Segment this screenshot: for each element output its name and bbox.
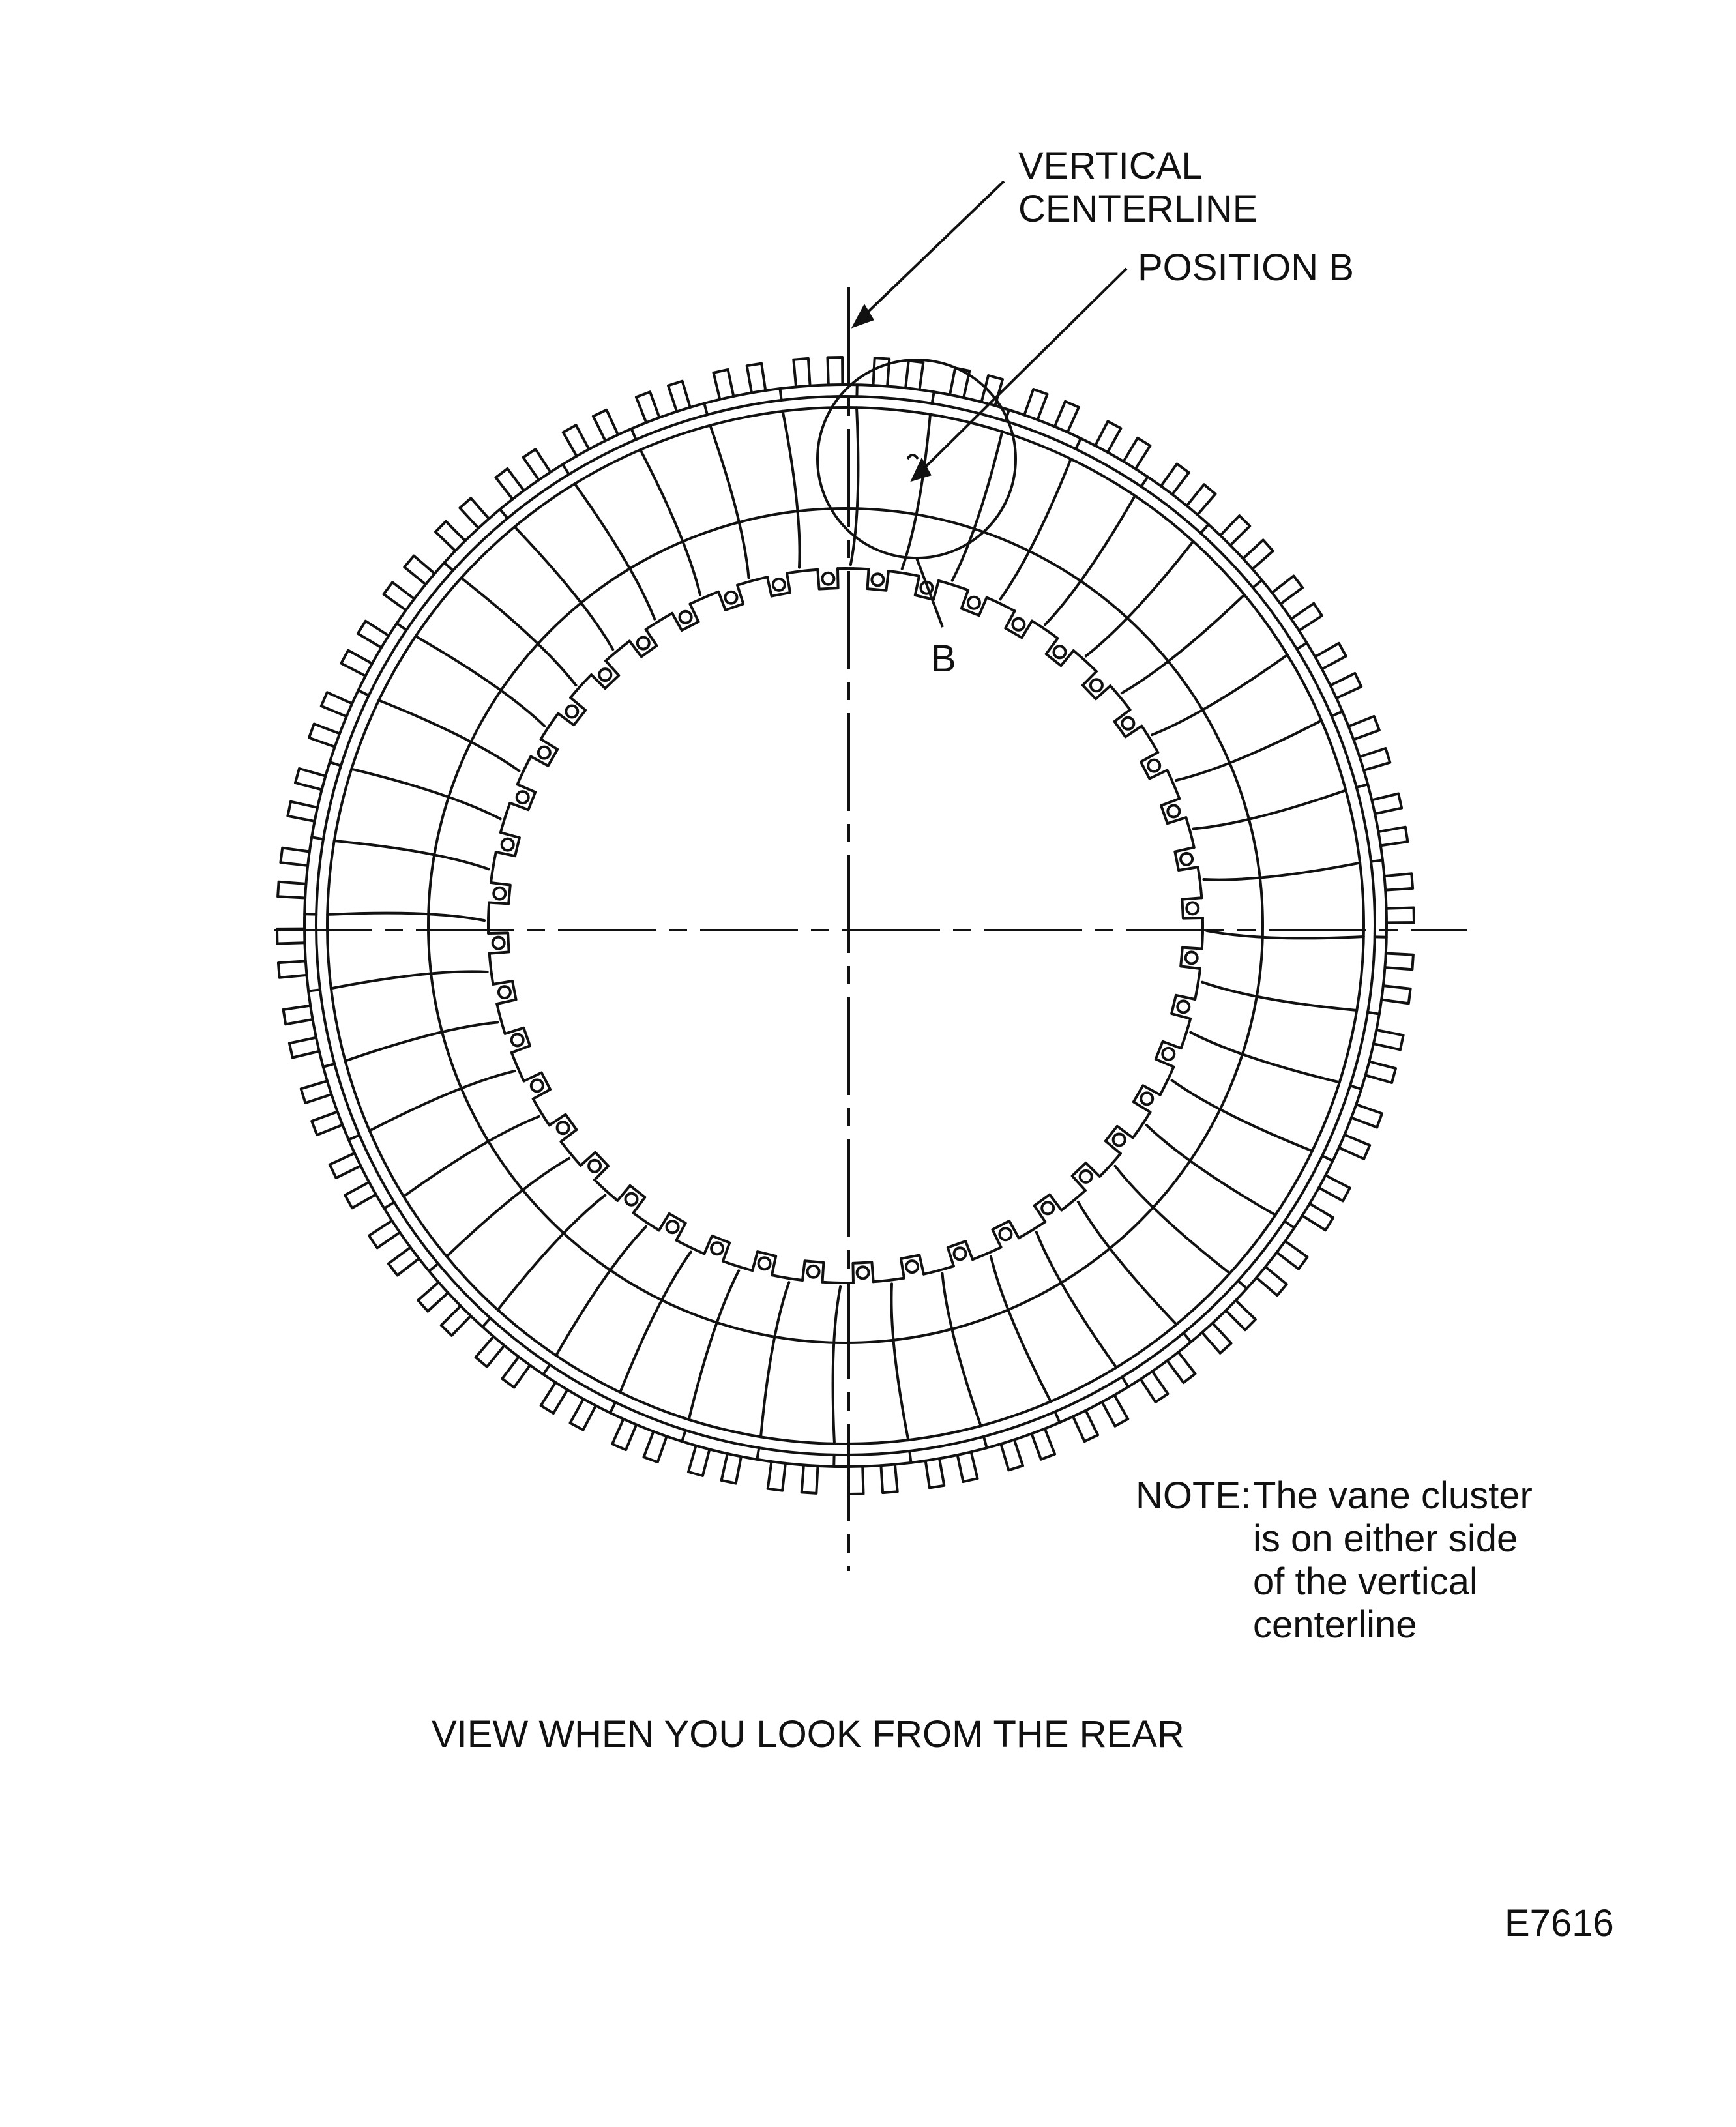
- inner-edge: [549, 714, 558, 726]
- bolt-hole: [667, 1221, 679, 1233]
- vane-divider: [498, 1196, 606, 1310]
- inner-edge: [1181, 1034, 1186, 1049]
- band-divider: [909, 1451, 911, 1463]
- bolt-hole: [1141, 1093, 1153, 1104]
- bolt-hole: [680, 611, 692, 623]
- inner-edge: [570, 1154, 581, 1166]
- inner-edge: [518, 1067, 524, 1081]
- vertical-centerline-label-line1: VERTICAL: [1018, 145, 1203, 187]
- inner-edge: [1186, 817, 1190, 832]
- bolt-hole: [1054, 646, 1066, 658]
- vane-divider: [620, 1252, 690, 1392]
- band-divider: [780, 389, 782, 400]
- bolt-hole: [502, 839, 514, 851]
- outer-tab: [688, 1446, 709, 1476]
- outer-tab: [1374, 1030, 1404, 1049]
- bolt-lug: [493, 981, 516, 1004]
- bolt-hole: [906, 1261, 918, 1272]
- outer-tab: [926, 1458, 945, 1488]
- band-divider: [1371, 860, 1383, 862]
- band-divider: [445, 563, 453, 570]
- band-divider: [984, 1437, 987, 1448]
- bolt-hole: [759, 1257, 771, 1269]
- outer-tab: [1378, 827, 1407, 846]
- centerlines: [274, 287, 1467, 1571]
- band-divider: [757, 1448, 759, 1460]
- inner-edge: [646, 1222, 659, 1231]
- outer-tab: [874, 358, 890, 386]
- band-divider: [1368, 1012, 1379, 1014]
- band-divider: [308, 990, 320, 991]
- outer-tab: [802, 1465, 818, 1493]
- vertical-centerline-leader: [868, 181, 1004, 312]
- inner-edge: [606, 651, 617, 661]
- bolt-lug: [550, 1115, 577, 1142]
- inner-edge: [677, 1240, 690, 1248]
- vane-divider: [891, 1284, 908, 1440]
- vane-divider: [1176, 720, 1321, 780]
- band-divider: [1184, 1333, 1192, 1342]
- vane-divider: [1202, 982, 1357, 1010]
- outer-tab: [1372, 794, 1402, 814]
- vane-divider: [851, 407, 859, 565]
- bolt-hole: [1186, 952, 1198, 963]
- vertical-centerline-label: [1018, 145, 1258, 231]
- bolt-lug: [1046, 638, 1074, 666]
- bolt-hole: [499, 986, 510, 998]
- bolt-hole: [1162, 1048, 1174, 1060]
- bolt-lug: [948, 1241, 973, 1266]
- vertical-centerline-label-line2: CENTERLINE: [1018, 188, 1258, 230]
- bolt-hole: [599, 669, 611, 681]
- bolt-lug: [1106, 1126, 1133, 1154]
- inner-edge: [617, 641, 630, 651]
- bolt-hole: [493, 937, 505, 949]
- inner-edge: [973, 1254, 987, 1259]
- outer-tab: [768, 1461, 786, 1490]
- vane-divider: [952, 432, 1003, 581]
- ring-outer-edge: [304, 385, 1387, 1467]
- inner-edge: [823, 1282, 838, 1283]
- inner-edge: [541, 726, 550, 739]
- inner-edge: [1190, 832, 1194, 847]
- band-divider: [610, 1402, 615, 1413]
- bolt-hole: [1148, 760, 1160, 772]
- band-divider: [482, 1318, 490, 1327]
- outer-tab: [1385, 954, 1413, 970]
- detail-b-leader: [917, 558, 943, 627]
- outer-tab: [1387, 908, 1414, 923]
- inner-edge: [501, 1019, 505, 1034]
- band-divider: [1350, 1085, 1361, 1089]
- bolt-hole: [512, 1034, 523, 1046]
- bolt-lug: [962, 590, 987, 615]
- outer-tab: [905, 360, 923, 389]
- vane-divider: [331, 971, 488, 988]
- bolt-lug: [1134, 1085, 1160, 1112]
- bolt-lug: [659, 1214, 686, 1240]
- ring-outer-band: [316, 396, 1375, 1455]
- bolt-lug: [704, 1236, 729, 1261]
- vane-divider: [1045, 496, 1135, 625]
- detail-b-label: B: [931, 638, 956, 680]
- inner-edge: [802, 570, 818, 571]
- inner-edge: [1110, 686, 1121, 697]
- inner-edge: [1061, 1201, 1074, 1210]
- band-divider: [1122, 1377, 1128, 1386]
- vane-divider: [1194, 790, 1346, 829]
- inner-edge: [690, 598, 705, 604]
- outer-tab: [714, 370, 734, 400]
- band-divider: [1141, 477, 1148, 487]
- inner-edge: [1133, 1125, 1142, 1137]
- vane-divider: [902, 415, 930, 569]
- position-b-label: POSITION B: [1138, 246, 1354, 289]
- vane-divider: [1190, 1033, 1340, 1083]
- inner-edge: [1198, 969, 1200, 984]
- inner-edge: [704, 592, 718, 598]
- bolt-hole: [954, 1248, 966, 1259]
- vane-divider: [351, 769, 501, 819]
- band-divider: [384, 1202, 394, 1208]
- bolt-lug: [993, 1221, 1019, 1247]
- vane-divider: [1115, 1166, 1230, 1274]
- bolt-lug: [1083, 671, 1110, 699]
- bolt-lug: [1035, 1195, 1062, 1222]
- inner-edge: [1074, 651, 1085, 661]
- inner-edge: [490, 954, 491, 969]
- inner-lugs: [488, 568, 1203, 1283]
- band-divider: [704, 403, 707, 415]
- inner-edge: [491, 867, 493, 883]
- bolt-hole: [517, 791, 529, 803]
- inner-edge: [512, 1053, 518, 1067]
- bolt-hole: [1181, 853, 1192, 865]
- inner-edge: [541, 1112, 550, 1125]
- band-divider: [1201, 525, 1209, 533]
- note-line-1: The vane cluster: [1253, 1474, 1533, 1517]
- bolt-lug: [524, 1073, 550, 1099]
- bolt-hole: [968, 597, 980, 609]
- vane-divider: [833, 1287, 841, 1444]
- vane-divider: [991, 1256, 1051, 1401]
- band-divider: [500, 509, 508, 518]
- band-divider: [1322, 1156, 1332, 1161]
- bolt-hole: [1080, 1171, 1092, 1182]
- bolt-hole: [822, 573, 834, 585]
- outer-tab: [278, 961, 307, 977]
- outer-tab: [722, 1454, 741, 1484]
- view-caption: VIEW WHEN YOU LOOK FROM THE REAR: [432, 1713, 1184, 1755]
- bolt-lug: [510, 784, 535, 810]
- bolt-lug: [1175, 847, 1198, 870]
- bolt-lug: [1005, 611, 1032, 638]
- bolt-lug: [505, 1028, 530, 1053]
- inner-edge: [659, 613, 672, 621]
- bolt-hole: [1091, 679, 1102, 691]
- note-line-2: is on either side: [1253, 1518, 1518, 1560]
- inner-edge: [1142, 1112, 1151, 1125]
- bolt-hole: [1042, 1202, 1053, 1214]
- outer-tab: [1366, 1062, 1396, 1083]
- outer-tab: [284, 1006, 313, 1025]
- outer-tab: [295, 769, 325, 789]
- note-text: [1253, 1474, 1533, 1647]
- inner-edge: [1110, 1154, 1121, 1166]
- inner-edge: [737, 581, 752, 585]
- bolt-lug: [581, 1152, 608, 1180]
- inner-edge: [634, 1213, 646, 1222]
- inner-edge: [1019, 1230, 1033, 1238]
- vane-divider: [334, 841, 489, 869]
- bolt-hole: [1122, 718, 1134, 729]
- inner-edge: [1121, 697, 1130, 710]
- inner-edge: [488, 903, 489, 918]
- vane-divider: [943, 1274, 981, 1426]
- inner-edge: [772, 1275, 787, 1278]
- bolt-lug: [531, 739, 557, 766]
- bolt-lug: [496, 832, 520, 856]
- bolt-lug: [591, 661, 619, 688]
- bolt-lug: [1141, 752, 1167, 778]
- band-divider: [543, 1365, 550, 1375]
- bolt-hole: [1012, 619, 1024, 630]
- outer-tab: [289, 1038, 319, 1058]
- bolt-hole: [626, 1194, 638, 1205]
- bolt-hole: [1177, 1001, 1189, 1012]
- vane-divider: [1000, 459, 1070, 599]
- band-divider: [349, 1135, 360, 1139]
- bolt-hole: [999, 1228, 1011, 1240]
- inner-edge: [1045, 629, 1057, 638]
- bolt-lug: [1171, 995, 1195, 1019]
- vane-divider: [462, 578, 576, 686]
- bolt-lug: [1156, 1042, 1181, 1067]
- band-divider: [1055, 1412, 1059, 1423]
- ring-outer-band-inner: [327, 407, 1364, 1444]
- inner-edge: [1195, 984, 1198, 999]
- bolt-lug: [672, 604, 698, 630]
- inner-edge: [570, 686, 581, 697]
- inner-edge: [787, 571, 802, 573]
- inner-edge: [595, 1180, 606, 1190]
- inner-edge: [1202, 933, 1203, 949]
- outer-tab: [828, 357, 843, 385]
- inner-edge: [787, 1278, 802, 1280]
- inner-edge: [987, 598, 1001, 604]
- inner-edge: [987, 1247, 1001, 1254]
- inner-edge: [493, 852, 495, 867]
- vane-divider: [346, 1023, 498, 1061]
- vane-divider: [710, 426, 748, 578]
- bolt-hole: [1113, 1134, 1125, 1146]
- inner-edge: [1074, 1190, 1085, 1201]
- bolt-lug: [752, 1252, 776, 1275]
- band-divider: [429, 1264, 438, 1272]
- bolt-hole: [531, 1079, 543, 1091]
- inner-edge: [561, 1141, 571, 1154]
- inner-edge: [1032, 1222, 1045, 1230]
- bolt-lug: [558, 697, 585, 725]
- inner-edge: [518, 770, 524, 785]
- vane-divider: [379, 700, 519, 770]
- outer-tab: [1381, 986, 1410, 1003]
- bolt-hole: [566, 706, 578, 718]
- position-b-tick: [907, 455, 918, 459]
- inner-edge: [690, 1248, 705, 1254]
- outer-tab: [287, 802, 317, 821]
- bolt-hole: [808, 1266, 819, 1278]
- vane-divider: [370, 1071, 515, 1131]
- inner-edge: [1200, 883, 1201, 898]
- bolt-hole: [726, 592, 737, 604]
- vane-divider: [689, 1270, 739, 1420]
- vane-divider: [416, 636, 545, 726]
- bolt-lug: [617, 1186, 645, 1213]
- outer-tab: [849, 1467, 864, 1494]
- bolt-lug: [718, 585, 743, 610]
- outer-tab: [1385, 873, 1413, 890]
- bolt-lug: [630, 630, 657, 657]
- vane-divider: [1203, 863, 1360, 880]
- inner-edge: [1001, 604, 1014, 611]
- inner-edge: [1173, 784, 1179, 799]
- inner-edge: [524, 757, 531, 770]
- band-divider: [1076, 439, 1081, 449]
- note-prefix: NOTE:: [1136, 1474, 1252, 1517]
- vane-divider: [1086, 542, 1194, 656]
- inner-edge: [533, 1099, 541, 1113]
- inner-edge: [1198, 867, 1200, 883]
- inner-edge: [889, 571, 904, 573]
- inner-edge: [491, 969, 493, 984]
- outer-tab: [278, 882, 306, 898]
- bolt-lug: [1115, 710, 1142, 737]
- inner-edge: [904, 573, 919, 576]
- outer-tab: [881, 1465, 897, 1493]
- bolt-hole: [872, 574, 883, 585]
- band-divider: [312, 837, 323, 839]
- inner-edge: [1141, 726, 1150, 739]
- band-divider: [1297, 643, 1306, 649]
- inner-edge: [1100, 1166, 1110, 1177]
- inner-edge: [505, 803, 510, 818]
- inner-edge: [606, 1190, 617, 1201]
- inner-edge: [954, 585, 969, 591]
- band-divider: [1285, 1222, 1295, 1228]
- outer-tab: [747, 364, 766, 393]
- inner-edge: [939, 1266, 954, 1270]
- bolt-lug: [901, 1255, 924, 1278]
- bolt-hole: [493, 888, 505, 900]
- note-line-4: centerline: [1253, 1604, 1417, 1646]
- bolt-hole: [589, 1160, 600, 1172]
- inner-edge: [646, 621, 659, 630]
- vane-divider: [556, 1227, 646, 1356]
- bolt-hole: [711, 1242, 723, 1254]
- outer-tab: [280, 848, 309, 866]
- inner-edge: [874, 1280, 889, 1282]
- band-divider: [1357, 784, 1368, 787]
- band-divider: [1332, 712, 1343, 716]
- vane-divider: [1172, 1080, 1312, 1151]
- bolt-hole: [1186, 902, 1198, 914]
- vane-divider: [761, 1282, 789, 1437]
- inner-edge: [889, 1278, 904, 1280]
- band-divider: [397, 623, 407, 630]
- inner-edge: [853, 568, 869, 569]
- position-b-arrowhead: [913, 460, 930, 480]
- bolt-hole: [638, 638, 649, 649]
- band-divider: [1253, 580, 1262, 588]
- band-divider: [563, 464, 568, 474]
- inner-edge: [1167, 770, 1173, 785]
- band-divider: [682, 1430, 685, 1441]
- bolt-lug: [767, 573, 790, 596]
- vane-divider: [327, 913, 484, 921]
- bolt-hole: [538, 747, 550, 759]
- inner-edge: [723, 1261, 738, 1267]
- inner-edge: [1160, 1081, 1168, 1094]
- inner-edge: [1085, 661, 1096, 671]
- inner-edge: [581, 675, 591, 686]
- inner-edge: [497, 1004, 501, 1019]
- band-divider: [359, 690, 369, 696]
- vane-divider: [640, 450, 700, 595]
- vane-segments: [304, 385, 1387, 1467]
- band-divider: [1238, 1281, 1246, 1289]
- bolt-hole: [857, 1267, 869, 1278]
- bolt-hole: [773, 579, 785, 591]
- band-divider: [632, 429, 636, 440]
- band-divider: [932, 392, 934, 403]
- bolt-lug: [1072, 1163, 1100, 1190]
- ring-middle-band: [428, 508, 1263, 1343]
- band-divider: [323, 1064, 334, 1067]
- inner-edge: [1168, 1067, 1174, 1081]
- vane-divider: [1147, 1125, 1276, 1215]
- vane-divider: [783, 411, 800, 568]
- bolt-lug: [1161, 799, 1186, 823]
- band-divider: [330, 762, 341, 765]
- figure-id: E7616: [1505, 1902, 1614, 1944]
- bolt-hole: [1168, 806, 1179, 817]
- outer-tab: [793, 359, 810, 387]
- inner-edge: [1150, 739, 1158, 753]
- bolt-hole: [557, 1122, 569, 1134]
- inner-edge: [924, 1270, 939, 1274]
- outer-tab: [958, 1452, 978, 1482]
- note-line-3: of the vertical: [1253, 1561, 1478, 1603]
- vane-divider: [1207, 931, 1364, 939]
- inner-edge: [752, 577, 767, 581]
- inner-edge: [1032, 621, 1045, 630]
